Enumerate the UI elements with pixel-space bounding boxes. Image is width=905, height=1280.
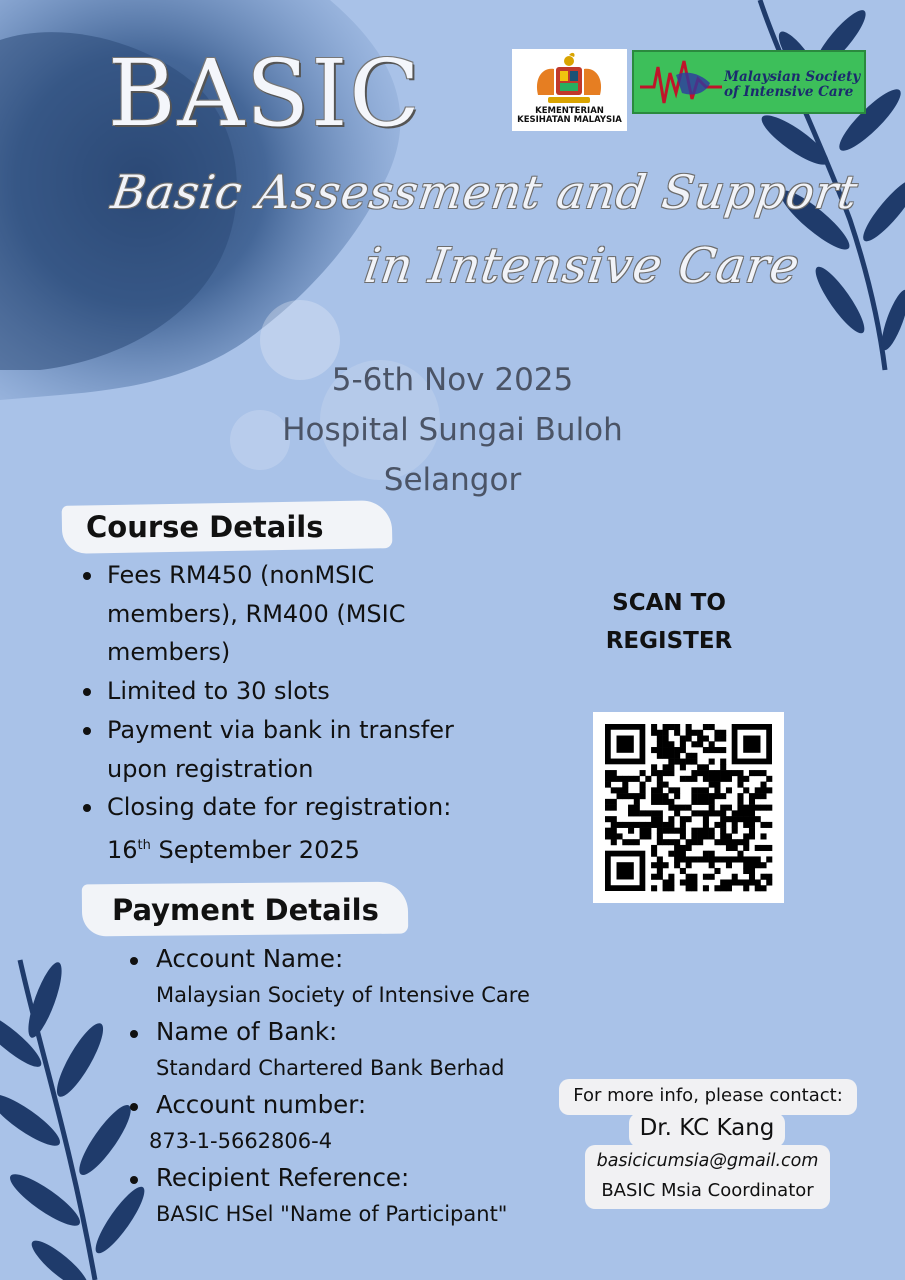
course-closing-text: Closing date for registration: <box>107 793 452 822</box>
course-slots-text: Limited to 30 slots <box>107 677 330 706</box>
leaf-branch-bottom-left <box>0 959 151 1280</box>
recipient-reference-value: BASIC HSel "Name of Participant" <box>156 1202 508 1226</box>
heartbeat-map-icon <box>636 53 726 113</box>
closing-date-rest: September 2025 <box>150 835 360 864</box>
list-item <box>83 711 503 788</box>
course-payment-text: Payment via bank in transfer upon registration <box>107 715 454 783</box>
course-details-list <box>83 556 503 870</box>
qr-code-icon <box>593 712 784 903</box>
account-name-value: Malaysian Society of Intensive Care <box>156 983 530 1007</box>
scan-to-register-label: SCAN TO REGISTER <box>605 590 733 654</box>
list-item <box>130 941 570 1014</box>
event-state: Selangor <box>383 462 522 498</box>
account-number-label: Account number: <box>156 1090 367 1119</box>
coat-of-arms-icon <box>512 49 627 109</box>
payment-details-list <box>130 941 570 1233</box>
list-item <box>130 1160 570 1233</box>
event-venue: Hospital Sungai Buloh <box>282 412 623 448</box>
course-details-title: Course Details <box>86 510 324 544</box>
list-item <box>83 788 503 869</box>
recipient-reference-label: Recipient Reference: <box>156 1163 410 1192</box>
ministry-of-health-logo <box>512 49 627 131</box>
registration-qr-code[interactable] <box>593 712 784 903</box>
contact-name: Dr. KC Kang <box>639 1115 775 1141</box>
closing-date-day: 16 <box>107 835 138 864</box>
account-name-label: Account Name: <box>156 944 344 973</box>
contact-prompt: For more info, please contact: <box>573 1085 843 1106</box>
msic-logo-text: Malaysian Society of Intensive Care <box>724 69 861 100</box>
list-item <box>83 556 503 672</box>
ministry-logo-text: KEMENTERIAN KESIHATAN MALAYSIA <box>517 106 622 125</box>
event-date: 5-6th Nov 2025 <box>331 362 574 398</box>
contact-role: BASIC Msia Coordinator <box>601 1180 814 1201</box>
course-title: BASIC <box>108 40 422 147</box>
bank-name-value: Standard Chartered Bank Berhad <box>156 1056 505 1080</box>
closing-date-suffix: th <box>137 837 151 853</box>
payment-details-title: Payment Details <box>112 893 379 927</box>
msic-logo <box>632 50 866 114</box>
course-subtitle-line2: in Intensive Care <box>361 238 804 294</box>
bank-name-label: Name of Bank: <box>156 1017 338 1046</box>
list-item <box>130 1014 570 1087</box>
list-item <box>130 1087 570 1160</box>
contact-email[interactable]: basicicumsia@gmail.com <box>596 1151 819 1171</box>
account-number-value: 873-1-5662806-4 <box>149 1129 333 1153</box>
course-fee-text: Fees RM450 (nonMSIC members), RM400 (MSIC members) <box>107 561 406 667</box>
list-item <box>83 672 503 711</box>
course-subtitle-line1: Basic Assessment and Support <box>108 165 862 219</box>
